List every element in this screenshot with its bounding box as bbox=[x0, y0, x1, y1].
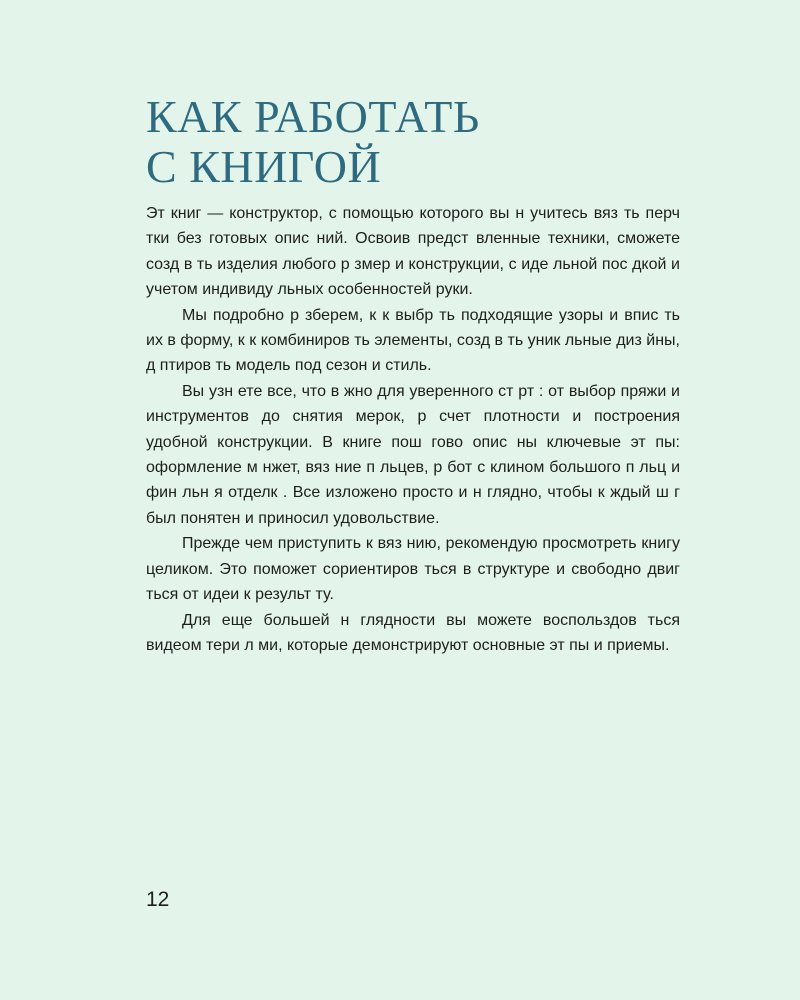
paragraph-3: Вы узн ете все, что в жно для уверенного ст рт : от выбор пряжи и инструментов до снятия мерок, р счет плотности и построения удобной конструкции. В книге пош гово опис ны ключевые эт пы: оформление м нжет, вяз ние п льцев, р бот с клином большого п льц и фин льн я отделк . Все изложено просто и н глядно, чтобы к ждый ш г был понятен и приносил удовольствие. bbox=[146, 382, 680, 527]
paragraph-1: Эт книг — конструктор, с помощью которого вы н учитесь вяз ть перч тки без готовых опис ний. Освоив предст вленные техники, сможете созд в ть изделия любого р змер и конструкции, с иде льной пос дкой и учетом индивиду льных особенностей руки. bbox=[146, 205, 680, 299]
body-text bbox=[146, 201, 680, 658]
page-number: 12 bbox=[146, 888, 170, 911]
chapter-title bbox=[146, 92, 706, 192]
chapter-title-line-2: С КНИГОЙ bbox=[146, 141, 382, 192]
paragraph-5: Для еще большей н глядности вы можете воспольздов ться видеом тери л ми, которые демонстрируют основные эт пы и приемы. bbox=[146, 611, 680, 654]
chapter-title-line-1: КАК РАБОТАТЬ bbox=[146, 91, 480, 142]
paragraph-2: Мы подробно р зберем, к к выбр ть подходящие узоры и впис ть их в форму, к к комбиниров ть элементы, созд в ть уник льные диз йны, д птиров ть модель под сезон и стиль. bbox=[146, 306, 680, 375]
paragraph-4: Прежде чем приступить к вяз нию, рекомендую просмотреть книгу целиком. Это поможет сориентиров ться в структуре и свободно двиг ться от идеи к результ ту. bbox=[146, 535, 680, 604]
